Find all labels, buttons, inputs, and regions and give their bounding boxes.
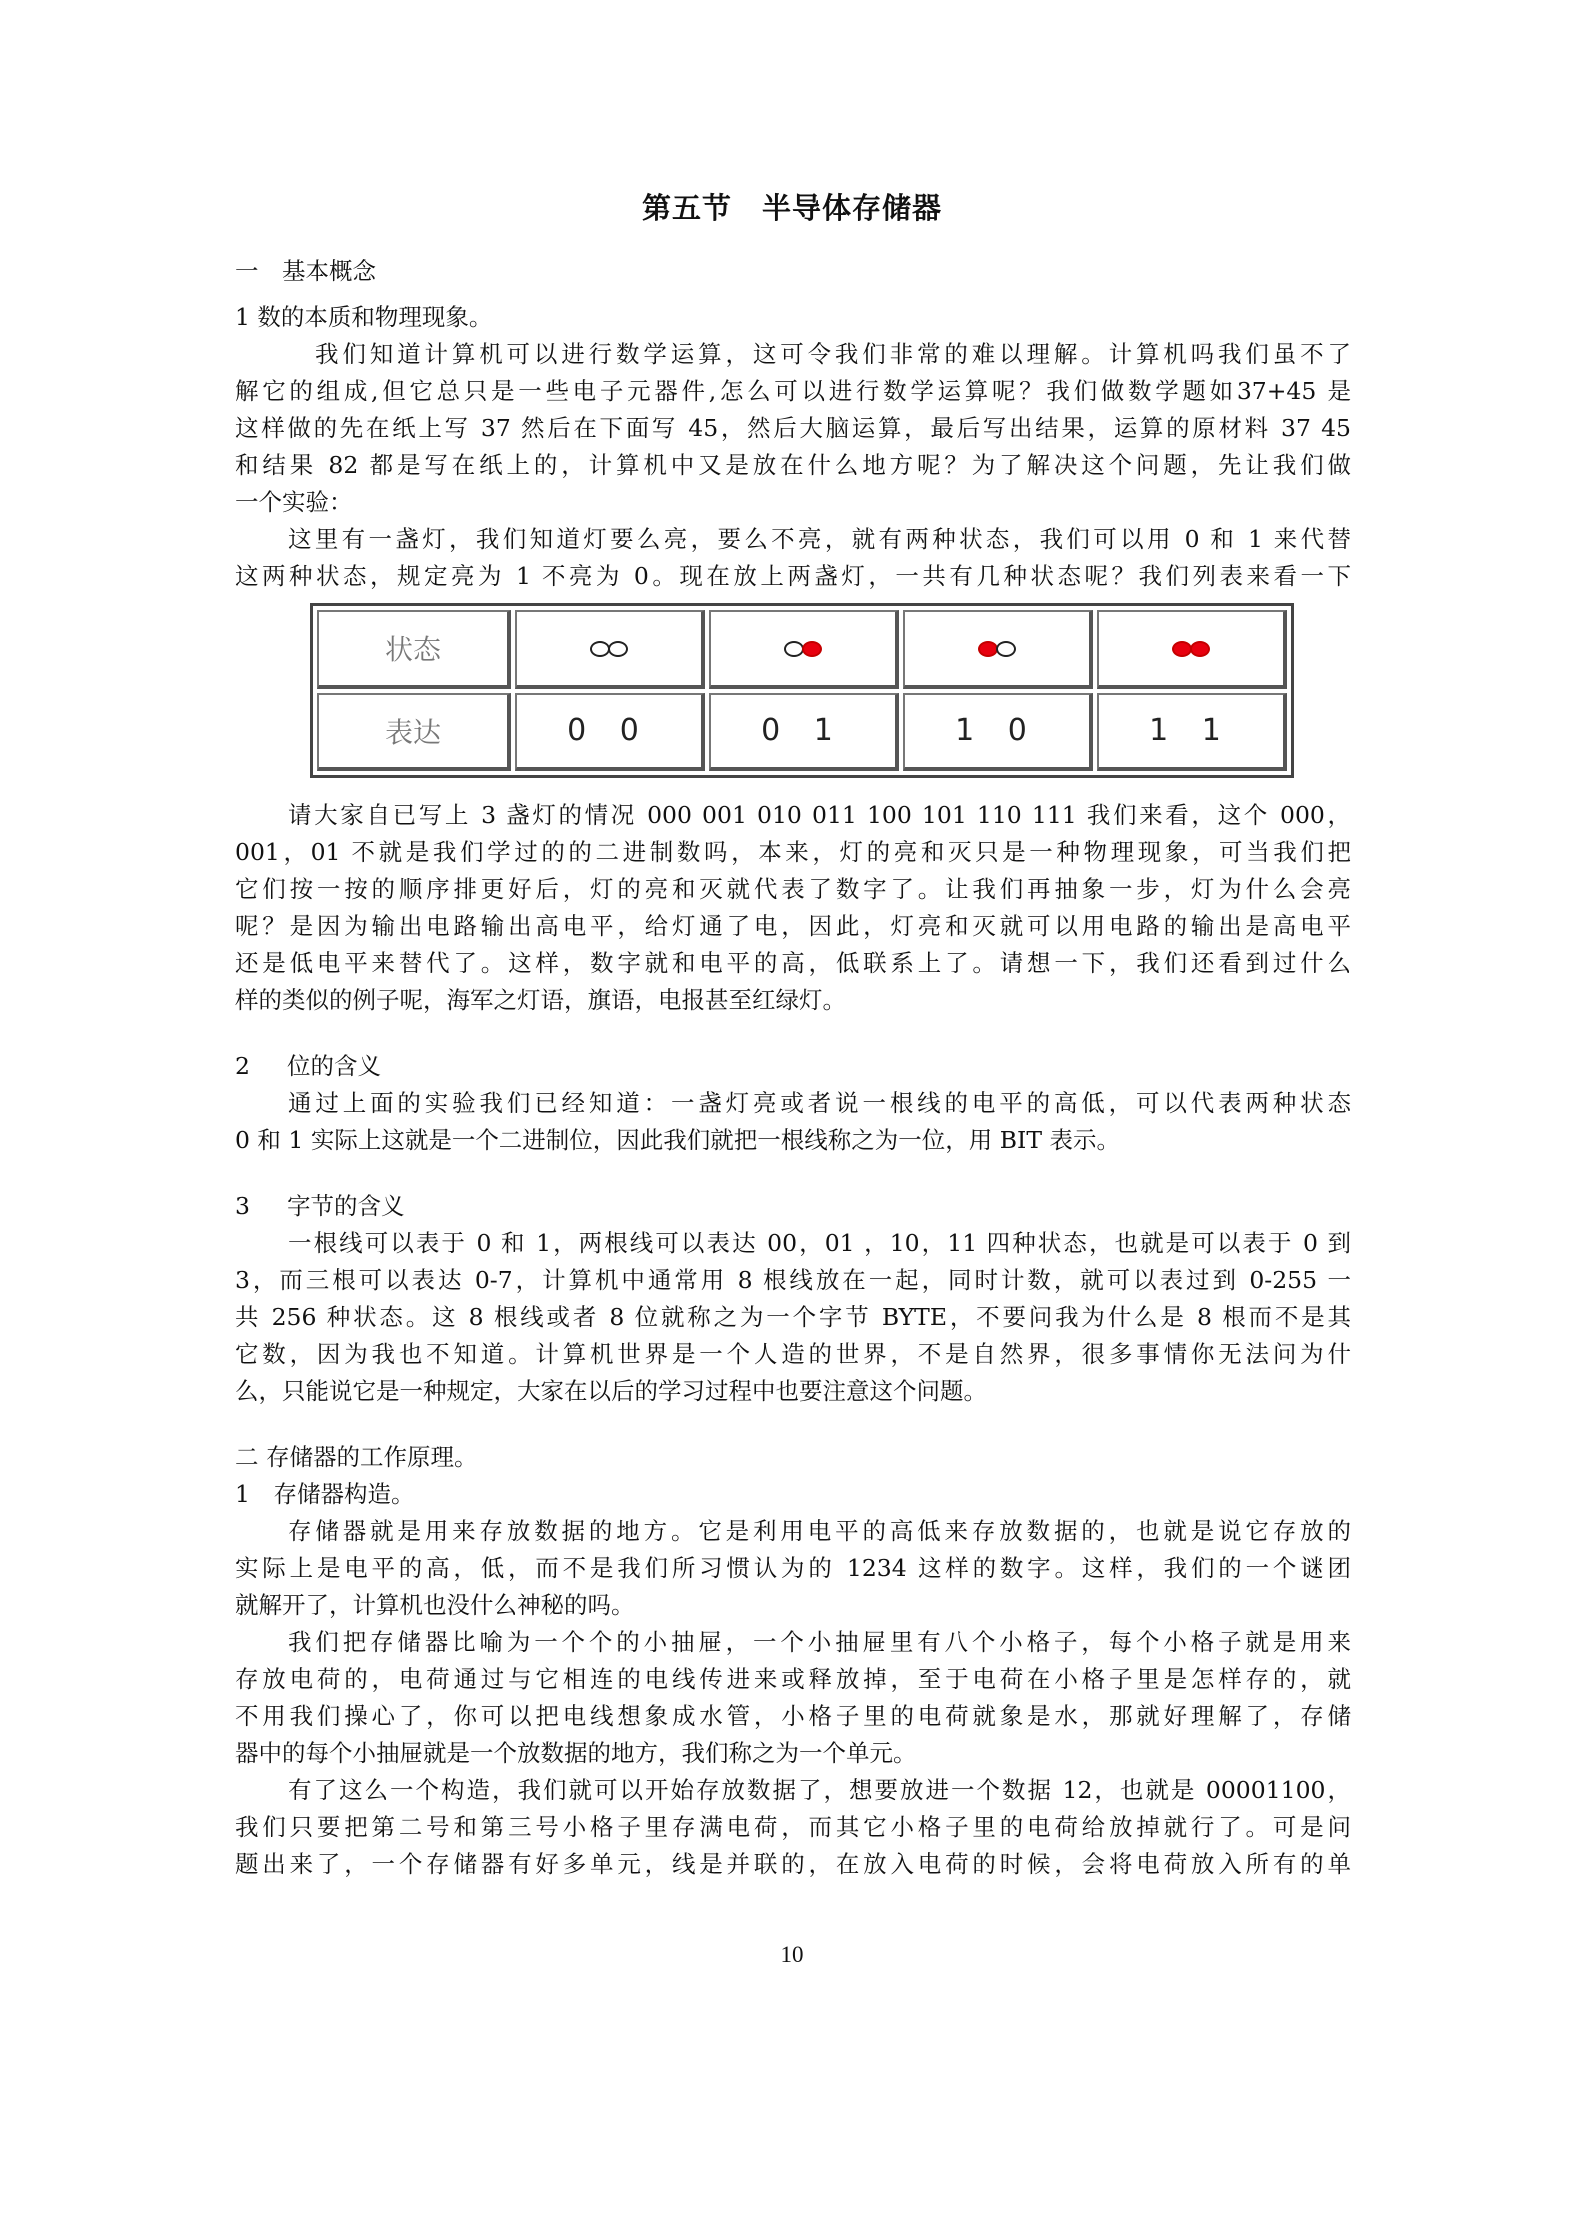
text-line: 3，而三根可以表达 0-7，计算机中通常用 8 根线放在一起，同时计数，就可以表过到 0-255 一 xyxy=(235,1266,1351,1294)
code-row-label: 表达 xyxy=(317,693,511,772)
text-line: 001，01 不就是我们学过的的二进制数吗，本来，灯的亮和灭只是一种物理现象，可当我们把 xyxy=(235,838,1351,866)
text-line: 共 256 种状态。这 8 根线或者 8 位就称之为一个字节 BYTE，不要问我为什么是 8 根而不是其 xyxy=(235,1303,1351,1331)
paragraph-2 xyxy=(235,521,1351,595)
state-cell xyxy=(903,610,1093,689)
text-line: 样的类似的例子呢，海军之灯语，旗语，电报甚至红绿灯。 xyxy=(235,986,846,1014)
code-cell: 0 0 xyxy=(515,693,705,772)
lamp-on-icon xyxy=(802,641,822,657)
paragraph-4 xyxy=(235,1085,1351,1159)
text-line: 请大家自已写上 3 盏灯的情况 000 001 010 011 100 101 110 111 我们来看，这个 000， xyxy=(288,801,1351,829)
text-line: 解它的组成,但它总只是一些电子元器件,怎么可以进行数学运算呢？我们做数学题如37+45 是 xyxy=(235,377,1351,405)
state-cell xyxy=(515,610,705,689)
text-line: 我们把存储器比喻为一个个的小抽屉，一个小抽屉里有八个小格子，每个小格子就是用来 xyxy=(288,1628,1351,1656)
lamp-on-icon xyxy=(978,641,998,657)
heading-text: 字节的含义 xyxy=(287,1192,405,1220)
text-line: 有了这么一个构造，我们就可以开始存放数据了，想要放进一个数据 12，也就是 00001100， xyxy=(288,1776,1351,1804)
state-cell xyxy=(1097,610,1287,689)
text-line: 这样做的先在纸上写 37 然后在下面写 45，然后大脑运算，最后写出结果，运算的原材料 37 45 xyxy=(235,414,1351,442)
code-cell: 1 1 xyxy=(1097,693,1287,772)
paragraph-3 xyxy=(235,797,1351,1019)
state-row xyxy=(317,610,1287,689)
text-line: 0 和 1 实际上这就是一个二进制位，因此我们就把一根线称之为一位，用 BIT 表示。 xyxy=(235,1126,1120,1154)
paragraph-5 xyxy=(235,1225,1351,1410)
text-line: 呢？是因为输出电路输出高电平，给灯通了电，因此，灯亮和灭就可以用电路的输出是高电平 xyxy=(235,912,1351,940)
heading-basic-concepts: 一 基本概念 xyxy=(235,257,376,285)
heading-byte xyxy=(235,1188,1351,1225)
paragraph-8 xyxy=(235,1772,1351,1883)
text-line: 它数，因为我也不知道。计算机世界是一个人造的世界，不是自然界，很多事情你无法问为什 xyxy=(235,1340,1351,1368)
text-line: 不用我们操心了，你可以把电线想象成水管，小格子里的电荷就象是水，那就好理解了，存储 xyxy=(235,1702,1351,1730)
text-line: 我们知道计算机可以进行数学运算，这可令我们非常的难以理解。计算机吗我们虽不了 xyxy=(315,340,1351,368)
paragraph-1 xyxy=(235,336,1351,521)
lamp-off-icon xyxy=(590,641,610,657)
heading-memory-structure: 1 存储器构造。 xyxy=(235,1480,415,1508)
text-line: 这里有一盏灯，我们知道灯要么亮，要么不亮，就有两种状态，我们可以用 0 和 1 来代替 xyxy=(288,525,1351,553)
text-line: 就解开了，计算机也没什么神秘的吗。 xyxy=(235,1591,635,1619)
lamp-off-icon xyxy=(996,641,1016,657)
text-line: 我们只要把第二号和第三号小格子里存满电荷，而其它小格子里的电荷给放掉就行了。可是问 xyxy=(235,1813,1351,1841)
body-block xyxy=(235,797,1351,1883)
lamp-on-icon xyxy=(1190,641,1210,657)
lamp-off-icon xyxy=(784,641,804,657)
text-line: 存储器就是用来存放数据的地方。它是利用电平的高低来存放数据的，也就是说它存放的 xyxy=(288,1517,1351,1545)
text-line: 实际上是电平的高，低，而不是我们所习惯认为的 1234 这样的数字。这样，我们的一个谜团 xyxy=(235,1554,1351,1582)
lamp-state-table xyxy=(313,606,1291,775)
heading-memory-principle: 二 存储器的工作原理。 xyxy=(235,1443,478,1471)
text-line: 一个实验： xyxy=(235,488,353,516)
page-number: 10 xyxy=(780,1942,804,1967)
lamp-state-figure xyxy=(310,603,1294,778)
paragraph-7 xyxy=(235,1624,1351,1772)
code-cell: 1 0 xyxy=(903,693,1093,772)
heading-number-nature: 1 数的本质和物理现象。 xyxy=(235,303,493,331)
text-line: 么，只能说它是一种规定，大家在以后的学习过程中也要注意这个问题。 xyxy=(235,1377,987,1405)
text-line: 存放电荷的，电荷通过与它相连的电线传进来或释放掉，至于电荷在小格子里是怎样存的，就 xyxy=(235,1665,1351,1693)
section-title: 第五节 半导体存储器 xyxy=(641,191,942,225)
heading-bit xyxy=(235,1048,1351,1085)
lamp-off-icon xyxy=(608,641,628,657)
heading-number: 2 xyxy=(235,1052,250,1080)
text-line: 它们按一按的顺序排更好后，灯的亮和灭就代表了数字了。让我们再抽象一步，灯为什么会亮 xyxy=(235,875,1351,903)
state-row-label: 状态 xyxy=(317,610,511,689)
text-line: 器中的每个小抽屉就是一个放数据的地方，我们称之为一个单元。 xyxy=(235,1739,917,1767)
code-cell: 0 1 xyxy=(709,693,899,772)
paragraph-6 xyxy=(235,1513,1351,1624)
lamp-on-icon xyxy=(1172,641,1192,657)
text-line: 这两种状态，规定亮为 1 不亮为 0。现在放上两盏灯，一共有几种状态呢？我们列表来看一下 xyxy=(235,562,1351,590)
state-cell xyxy=(709,610,899,689)
text-line: 还是低电平来替代了。这样，数字就和电平的高，低联系上了。请想一下，我们还看到过什么 xyxy=(235,949,1351,977)
text-line: 一根线可以表于 0 和 1，两根线可以表达 00，01 ，10，11 四种状态，也就是可以表于 0 到 xyxy=(288,1229,1351,1257)
heading-number: 3 xyxy=(235,1192,250,1220)
heading-text: 位的含义 xyxy=(287,1052,381,1080)
text-line: 题出来了，一个存储器有好多单元，线是并联的，在放入电荷的时候，会将电荷放入所有的单 xyxy=(235,1850,1351,1878)
text-line: 和结果 82 都是写在纸上的，计算机中又是放在什么地方呢？为了解决这个问题，先让我们做 xyxy=(235,451,1351,479)
code-row xyxy=(317,693,1287,772)
intro-block xyxy=(235,253,1351,595)
text-line: 通过上面的实验我们已经知道：一盏灯亮或者说一根线的电平的高低，可以代表两种状态 xyxy=(288,1089,1351,1117)
